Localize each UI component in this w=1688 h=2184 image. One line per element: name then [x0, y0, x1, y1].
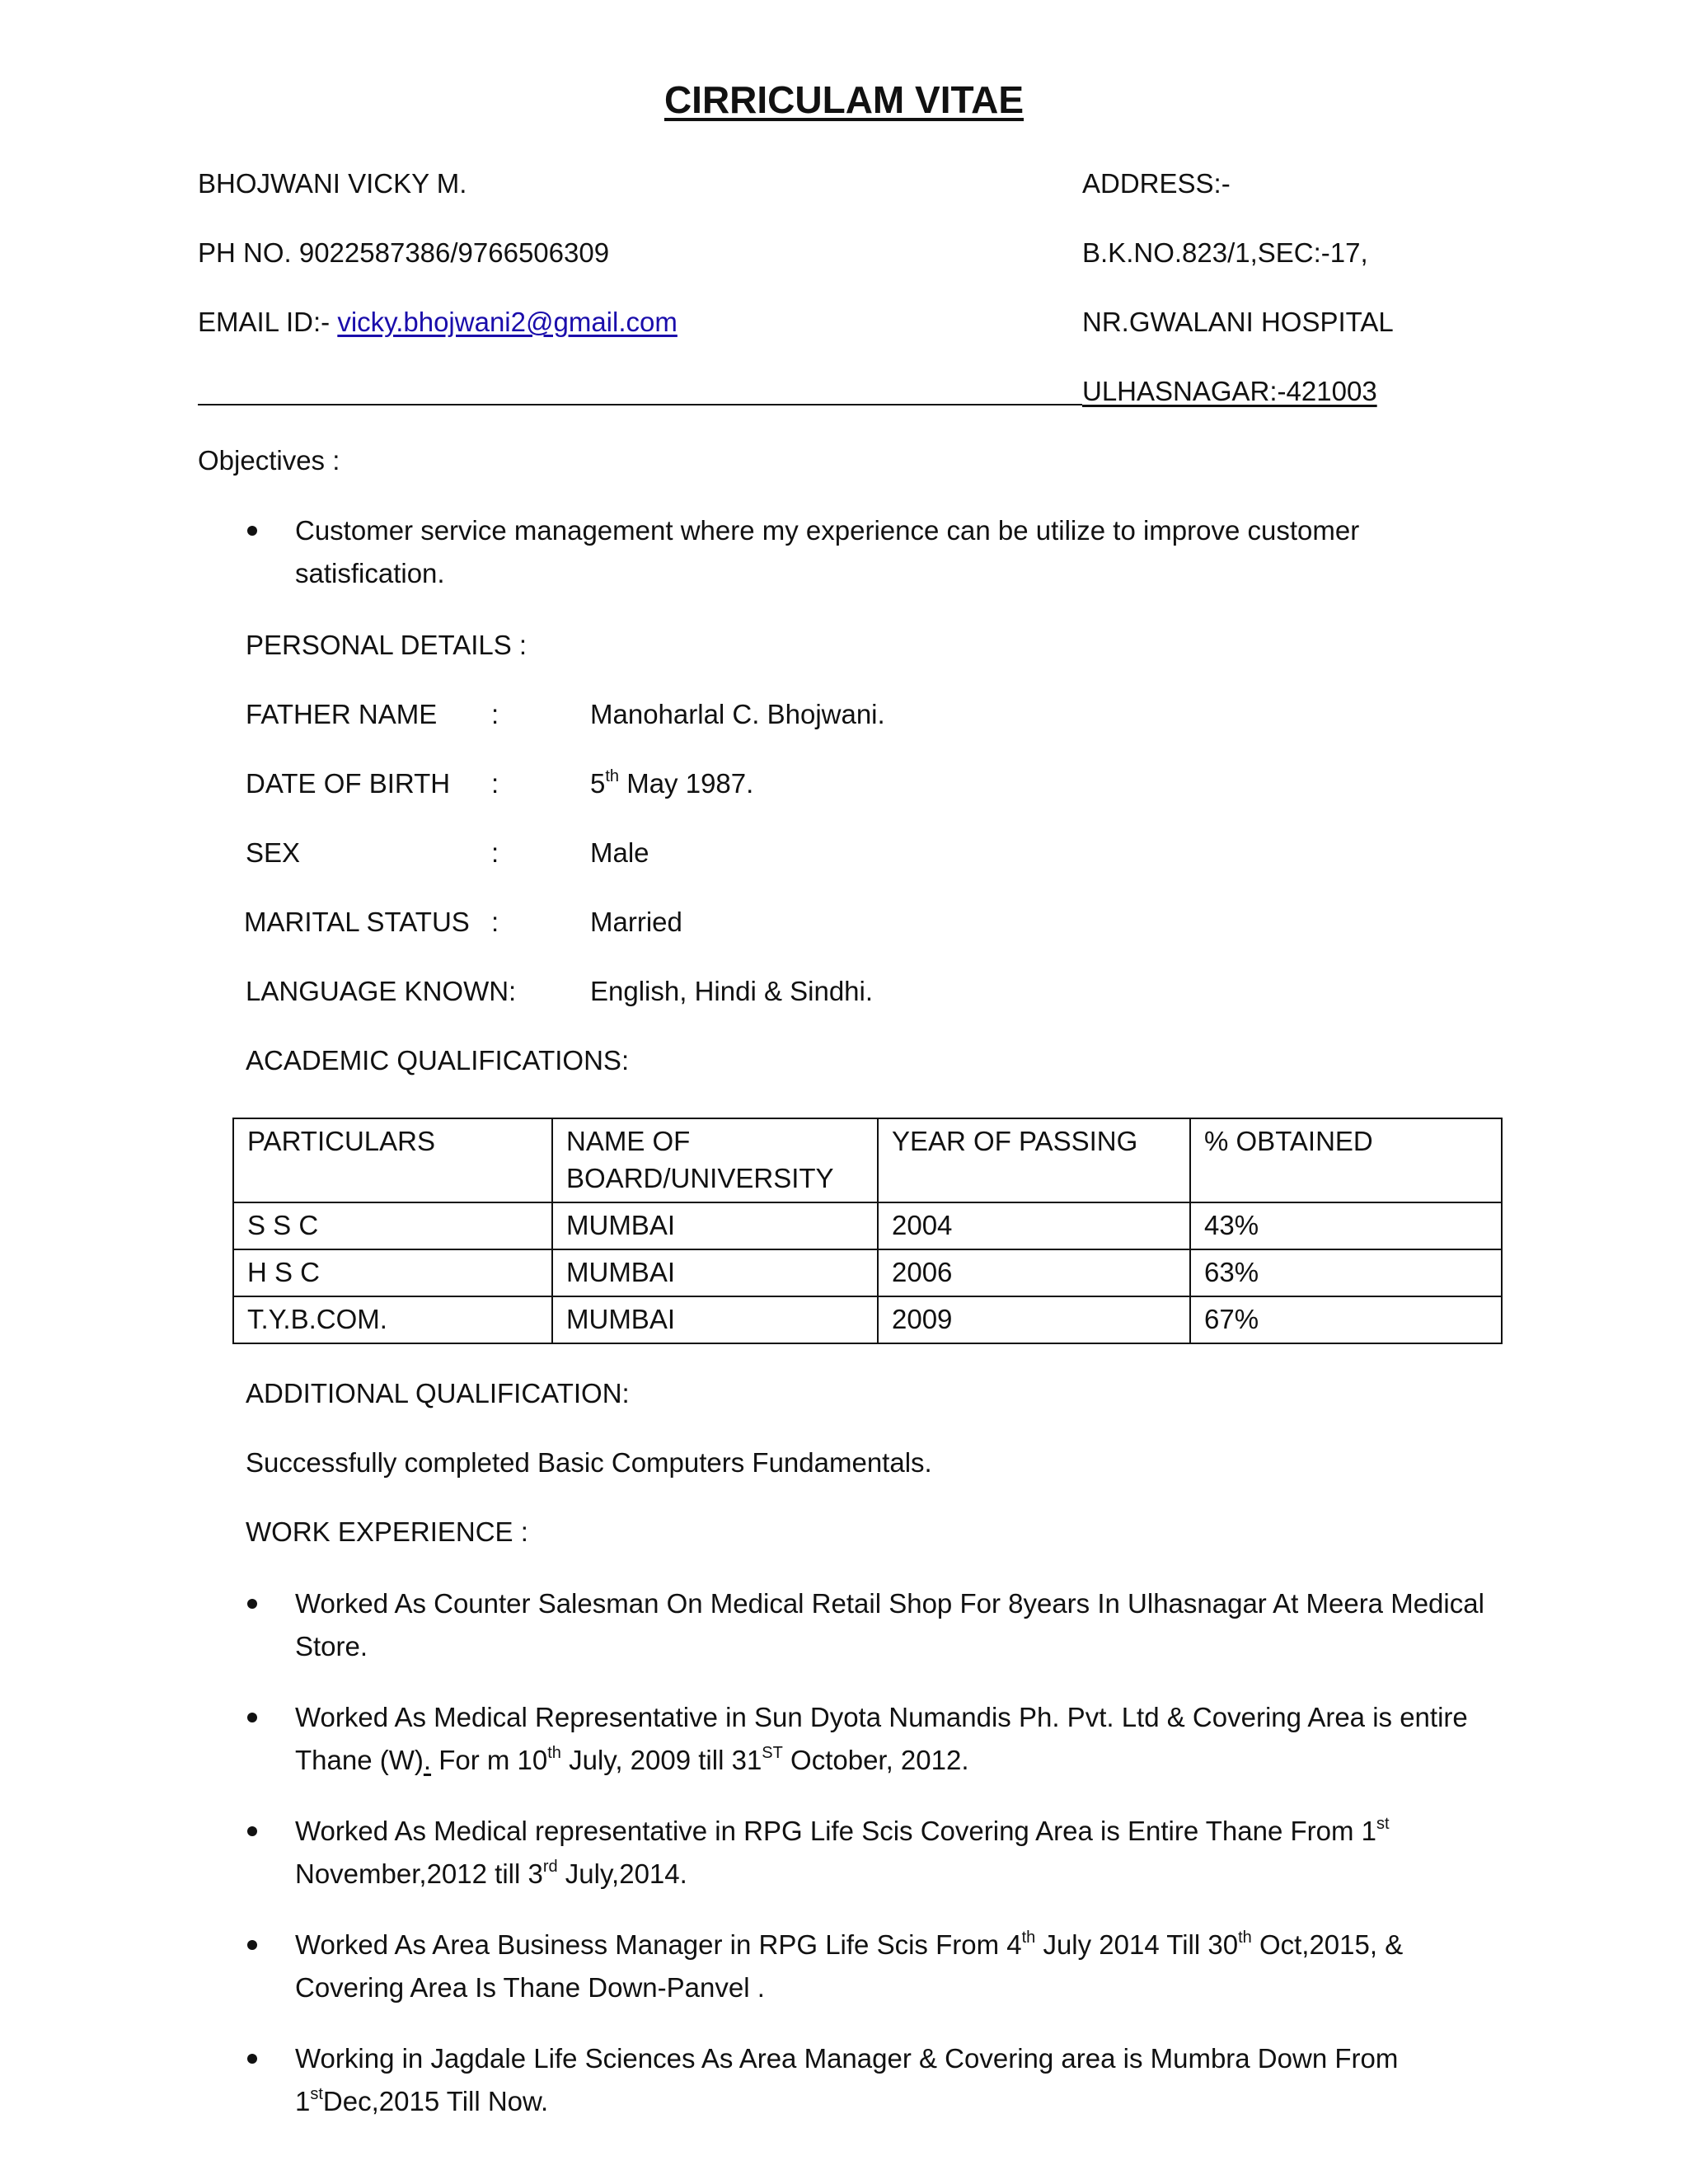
header-divider — [198, 404, 1082, 405]
address-line-1: B.K.NO.823/1,SEC:-17, — [1082, 237, 1368, 268]
bullet-icon — [247, 1599, 257, 1609]
marital-status-value: Married — [590, 907, 682, 937]
sex-label: SEX — [246, 837, 301, 868]
work-heading: WORK EXPERIENCE : — [246, 1516, 528, 1547]
page-title: CIRRICULAM VITAE — [663, 78, 1025, 121]
additional-heading: ADDITIONAL QUALIFICATION: — [246, 1378, 630, 1408]
dob-value: 5th May 1987. — [590, 767, 754, 799]
table-row — [233, 1296, 1502, 1343]
language-value: English, Hindi & Sindhi. — [590, 976, 874, 1006]
email-label: EMAIL ID:- — [198, 307, 338, 337]
marital-status-label: MARITAL STATUS — [244, 907, 470, 937]
table-header-cell: YEAR OF PASSING — [878, 1118, 1190, 1202]
colon: : — [491, 907, 499, 937]
work-item: Worked As Counter Salesman On Medical Retail Shop For 8years In Ulhasnagar At Meera Medical Store. — [295, 1588, 1484, 1661]
address-line-2: NR.GWALANI HOSPITAL — [1082, 307, 1394, 337]
work-item: Worked As Medical Representative in Sun Dyota Numandis Ph. Pvt. Ltd & Covering Area is entire Thane (W). For m 10th July, 2009 till 31ST October, 2012. — [295, 1702, 1468, 1775]
table-row — [233, 1202, 1502, 1249]
table-header-cell: PARTICULARS — [233, 1118, 552, 1202]
father-name-label: FATHER NAME — [246, 699, 438, 729]
objectives-heading: Objectives : — [198, 445, 340, 476]
work-item: Working in Jagdale Life Sciences As Area Manager & Covering area is Mumbra Down From 1stDec,2015 Till Now. — [295, 2043, 1399, 2116]
bullet-icon — [247, 2054, 257, 2064]
candidate-name: BHOJWANI VICKY M. — [198, 168, 467, 199]
table-header-cell: NAME OF BOARD/UNIVERSITY — [552, 1118, 878, 1202]
table-cell: 2009 — [878, 1296, 1190, 1343]
address-label: ADDRESS:- — [1082, 168, 1231, 199]
language-label: LANGUAGE KNOWN: — [246, 976, 517, 1006]
academic-heading: ACADEMIC QUALIFICATIONS: — [246, 1045, 630, 1076]
table-cell: H S C — [233, 1249, 552, 1296]
email-link[interactable]: vicky.bhojwani2@gmail.com — [337, 307, 678, 337]
table-cell: T.Y.B.COM. — [233, 1296, 552, 1343]
address-line-3: ULHASNAGAR:-421003 — [1082, 376, 1377, 406]
work-item: Worked As Area Business Manager in RPG Life Scis From 4th July 2014 Till 30th Oct,2015, & Covering Area Is Thane Down-Panvel . — [295, 1929, 1404, 2003]
email-line — [198, 308, 678, 335]
colon: : — [491, 699, 499, 729]
table-cell: MUMBAI — [552, 1296, 878, 1343]
objective-item: Customer service management where my experience can be utilize to improve customer satisfication. — [295, 515, 1360, 588]
bullet-icon — [247, 1713, 257, 1722]
colon: : — [491, 768, 499, 799]
work-item: Worked As Medical representative in RPG Life Scis Covering Area is Entire Thane From 1st November,2012 till 3rd July,2014. — [295, 1815, 1390, 1889]
father-name-value: Manoharlal C. Bhojwani. — [590, 699, 885, 729]
table-cell: 2006 — [878, 1249, 1190, 1296]
sex-value: Male — [590, 837, 649, 868]
table-cell: 67% — [1190, 1296, 1502, 1343]
colon: : — [491, 837, 499, 868]
additional-text: Successfully completed Basic Computers Fundamentals. — [246, 1447, 932, 1478]
table-header-cell: % OBTAINED — [1190, 1118, 1502, 1202]
table-cell: 43% — [1190, 1202, 1502, 1249]
table-cell: MUMBAI — [552, 1249, 878, 1296]
personal-details-heading: PERSONAL DETAILS : — [246, 630, 528, 660]
dob-label: DATE OF BIRTH — [246, 768, 451, 799]
table-header-row — [233, 1118, 1502, 1202]
table-cell: S S C — [233, 1202, 552, 1249]
bullet-icon — [247, 526, 257, 536]
phone-number: PH NO. 9022587386/9766506309 — [198, 237, 610, 268]
table-cell: 63% — [1190, 1249, 1502, 1296]
bullet-icon — [247, 1940, 257, 1950]
academic-table — [232, 1118, 1503, 1344]
bullet-icon — [247, 1826, 257, 1836]
table-row — [233, 1249, 1502, 1296]
table-cell: 2004 — [878, 1202, 1190, 1249]
table-cell: MUMBAI — [552, 1202, 878, 1249]
